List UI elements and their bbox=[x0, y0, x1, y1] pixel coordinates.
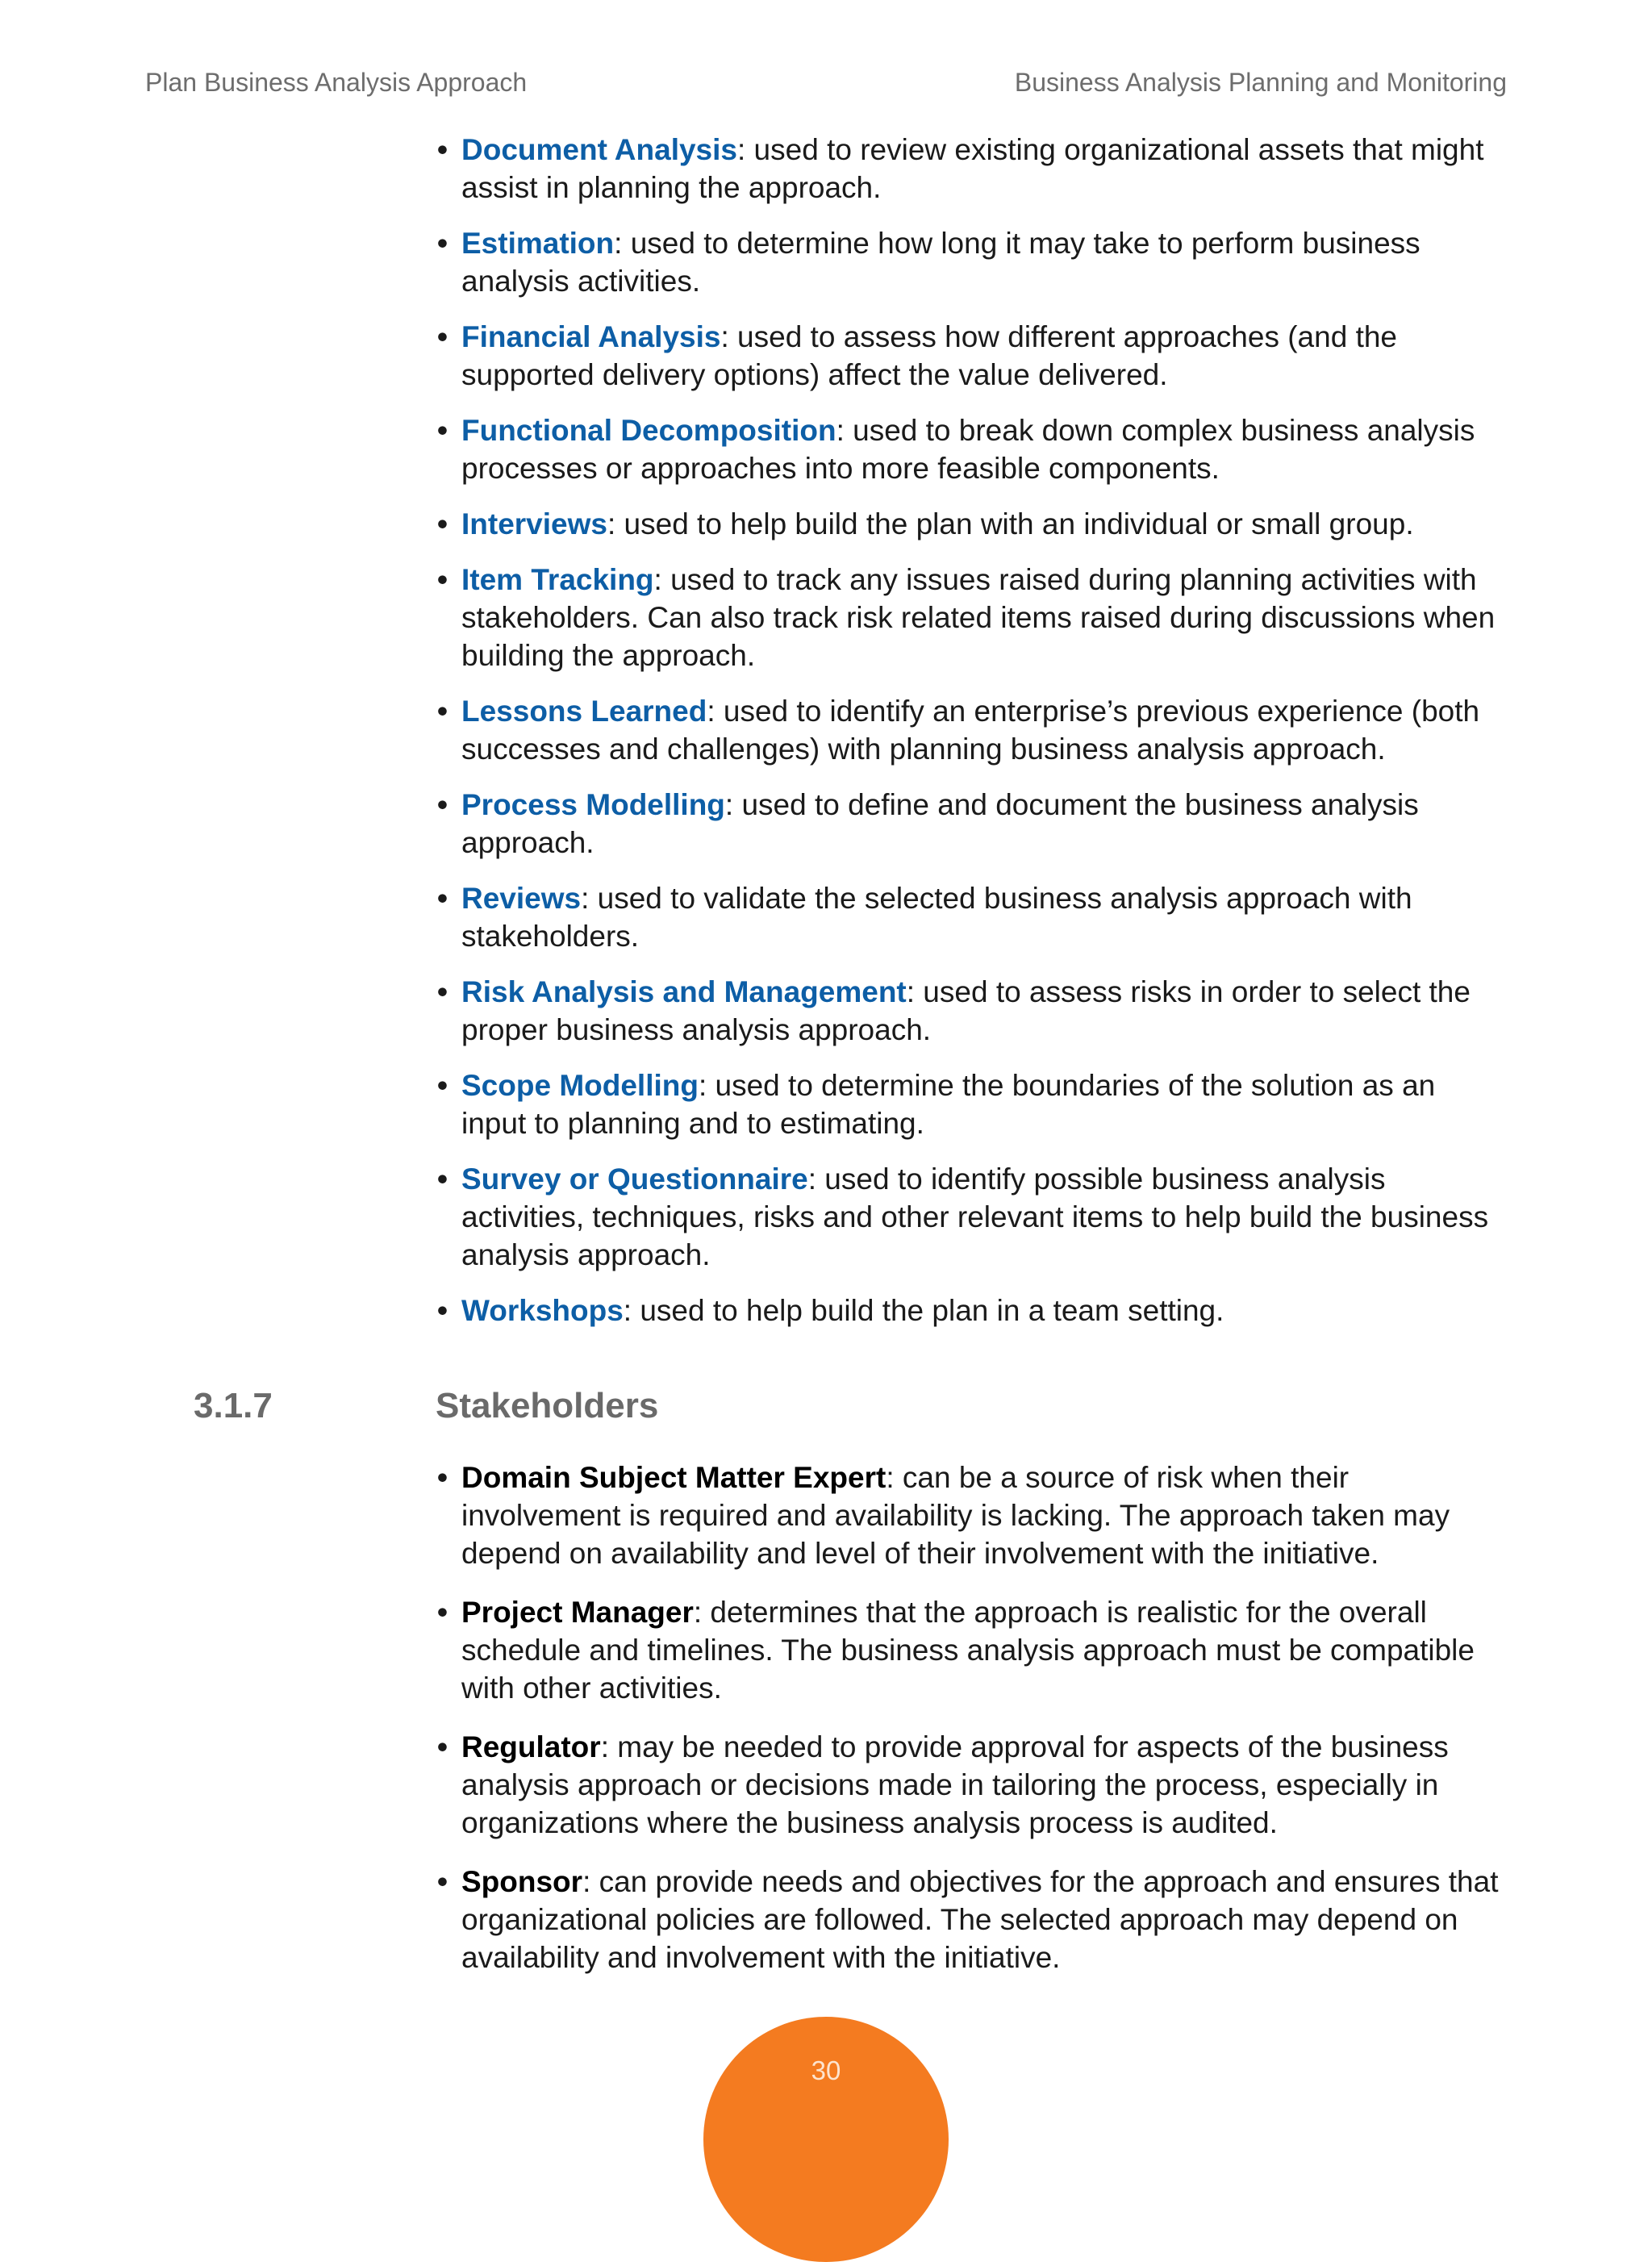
stakeholder-item bbox=[434, 1728, 1507, 1842]
header-knowledge-area: Business Analysis Planning and Monitoring bbox=[1014, 67, 1507, 97]
bullet-icon: • bbox=[437, 1461, 448, 1494]
item-term: Workshops bbox=[461, 1294, 624, 1327]
bullet-icon: • bbox=[437, 1730, 448, 1763]
techniques-section bbox=[434, 131, 1507, 1347]
technique-item bbox=[434, 411, 1507, 487]
technique-item bbox=[434, 1292, 1507, 1329]
item-term: Survey or Questionnaire bbox=[461, 1162, 808, 1196]
technique-item bbox=[434, 692, 1507, 768]
item-description: : used to assess how different approaches (and the supported delivery options) affect the value delivered. bbox=[461, 320, 1398, 391]
technique-item bbox=[434, 973, 1507, 1049]
item-description: : used to identify an enterprise’s previous experience (both successes and challenges) with planning business analysis approach. bbox=[461, 695, 1480, 766]
stakeholder-item bbox=[434, 1459, 1507, 1572]
bullet-icon: • bbox=[437, 695, 448, 728]
item-term: Process Modelling bbox=[461, 788, 725, 821]
technique-item bbox=[434, 1066, 1507, 1142]
item-description: : used to validate the selected business analysis approach with stakeholders. bbox=[461, 882, 1412, 953]
bullet-icon: • bbox=[437, 320, 448, 353]
item-description: : can be a source of risk when their involvement is required and availability is lacking. The approach taken may depend on availability and level of their involvement with the initiative. bbox=[461, 1461, 1450, 1570]
item-description: : used to help build the plan with an individual or small group. bbox=[607, 507, 1414, 540]
stakeholder-item bbox=[434, 1593, 1507, 1707]
section-title: Stakeholders bbox=[436, 1386, 659, 1425]
section-number: 3.1.7 bbox=[194, 1386, 273, 1425]
item-description: : used to determine how long it may take to perform business analysis activities. bbox=[461, 227, 1420, 298]
item-term: Project Manager bbox=[461, 1596, 694, 1629]
item-description: : used to determine the boundaries of the solution as an input to planning and to estimating. bbox=[461, 1069, 1436, 1140]
item-description: : used to define and document the business analysis approach. bbox=[461, 788, 1419, 859]
running-header bbox=[145, 65, 1507, 100]
bullet-icon: • bbox=[437, 227, 448, 260]
technique-item bbox=[434, 318, 1507, 394]
technique-item bbox=[434, 1160, 1507, 1274]
bullet-icon: • bbox=[437, 414, 448, 447]
item-term: Sponsor bbox=[461, 1865, 583, 1898]
techniques-list bbox=[434, 131, 1507, 1329]
section-heading bbox=[194, 1386, 1507, 1426]
stakeholders-list bbox=[434, 1459, 1507, 1976]
item-description: : used to identify possible business analysis activities, techniques, risks and other relevant items to help build the business analysis approach. bbox=[461, 1162, 1489, 1271]
page-number-tab bbox=[703, 2017, 949, 2262]
item-term: Interviews bbox=[461, 507, 607, 540]
item-description: : used to review existing organizational assets that might assist in planning the approach. bbox=[461, 133, 1484, 204]
technique-item bbox=[434, 786, 1507, 862]
item-term: Domain Subject Matter Expert bbox=[461, 1461, 886, 1494]
item-term: Financial Analysis bbox=[461, 320, 721, 353]
header-chapter-section: Plan Business Analysis Approach bbox=[145, 67, 528, 97]
item-term: Lessons Learned bbox=[461, 695, 707, 728]
item-term: Risk Analysis and Management bbox=[461, 975, 907, 1008]
item-description: : used to break down complex business analysis processes or approaches into more feasible components. bbox=[461, 414, 1475, 485]
item-description: : can provide needs and objectives for the approach and ensures that organizational policies are followed. The selected approach may depend on availability and involvement with the initiative. bbox=[461, 1865, 1499, 1974]
item-term: Item Tracking bbox=[461, 563, 654, 596]
technique-item bbox=[434, 505, 1507, 543]
item-term: Functional Decomposition bbox=[461, 414, 836, 447]
item-description: : used to help build the plan in a team setting. bbox=[623, 1294, 1224, 1327]
item-term: Regulator bbox=[461, 1730, 601, 1763]
stakeholder-item bbox=[434, 1863, 1507, 1976]
bullet-icon: • bbox=[437, 1294, 448, 1327]
bullet-icon: • bbox=[437, 788, 448, 821]
bullet-icon: • bbox=[437, 1162, 448, 1196]
item-description: : used to assess risks in order to select the proper business analysis approach. bbox=[461, 975, 1471, 1046]
bullet-icon: • bbox=[437, 507, 448, 540]
bullet-icon: • bbox=[437, 1596, 448, 1629]
item-description: : used to track any issues raised during planning activities with stakeholders. Can also track risk related items raised during discussions when building the approach. bbox=[461, 563, 1496, 672]
bullet-icon: • bbox=[437, 563, 448, 596]
bullet-icon: • bbox=[437, 133, 448, 166]
technique-item bbox=[434, 131, 1507, 207]
item-term: Scope Modelling bbox=[461, 1069, 699, 1102]
bullet-icon: • bbox=[437, 882, 448, 915]
item-term: Document Analysis bbox=[461, 133, 737, 166]
bullet-icon: • bbox=[437, 1865, 448, 1898]
bullet-icon: • bbox=[437, 975, 448, 1008]
item-term: Reviews bbox=[461, 882, 582, 915]
technique-item bbox=[434, 561, 1507, 674]
page-number: 30 bbox=[811, 2055, 841, 2085]
technique-item bbox=[434, 879, 1507, 955]
item-term: Estimation bbox=[461, 227, 615, 260]
technique-item bbox=[434, 224, 1507, 300]
item-description: : may be needed to provide approval for aspects of the business analysis approach or decisions made in tailoring the process, especially in organizations where the business analysis process is audited. bbox=[461, 1730, 1449, 1839]
bullet-icon: • bbox=[437, 1069, 448, 1102]
item-description: : determines that the approach is realistic for the overall schedule and timelines. The business analysis approach must be compatible with other activities. bbox=[461, 1596, 1475, 1705]
stakeholders-section bbox=[434, 1459, 1507, 1997]
